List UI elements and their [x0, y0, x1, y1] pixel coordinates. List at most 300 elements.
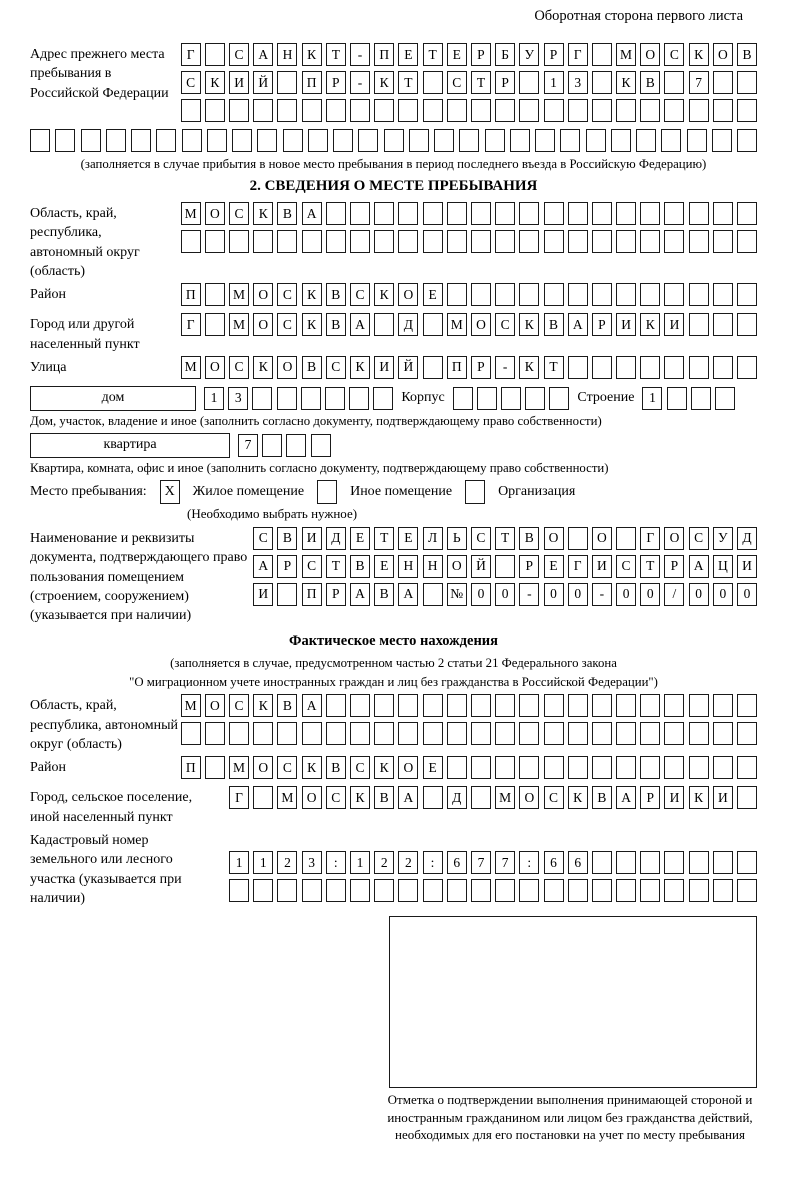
char-cell[interactable]: Ь — [447, 527, 467, 550]
char-cell[interactable] — [302, 99, 322, 122]
char-cell[interactable] — [326, 230, 346, 253]
char-cell[interactable] — [253, 99, 273, 122]
char-cell[interactable]: Е — [398, 43, 418, 66]
char-cell[interactable]: К — [374, 71, 394, 94]
char-cell[interactable] — [447, 230, 467, 253]
char-cell[interactable] — [664, 879, 684, 902]
char-cell[interactable] — [519, 283, 539, 306]
char-cell[interactable] — [398, 99, 418, 122]
char-cell[interactable]: К — [519, 356, 539, 379]
char-cell[interactable]: Т — [495, 527, 515, 550]
char-cell[interactable] — [350, 722, 370, 745]
char-cell[interactable] — [664, 230, 684, 253]
char-cell[interactable]: С — [229, 356, 249, 379]
char-cell[interactable]: Т — [471, 71, 491, 94]
char-cell[interactable] — [737, 230, 757, 253]
char-cell[interactable]: 2 — [398, 851, 418, 874]
char-cell[interactable]: П — [374, 43, 394, 66]
char-cell[interactable] — [229, 879, 249, 902]
char-cell[interactable] — [640, 356, 660, 379]
char-cell[interactable] — [398, 722, 418, 745]
char-cell[interactable]: Г — [568, 43, 588, 66]
char-cell[interactable]: К — [568, 786, 588, 809]
char-cell[interactable]: К — [374, 283, 394, 306]
char-cell[interactable] — [205, 283, 225, 306]
char-cell[interactable] — [423, 313, 443, 336]
char-cell[interactable]: В — [640, 71, 660, 94]
char-cell[interactable] — [447, 283, 467, 306]
char-cell[interactable] — [737, 356, 757, 379]
char-cell[interactable] — [485, 129, 505, 152]
char-cell[interactable]: М — [229, 283, 249, 306]
char-cell[interactable] — [737, 129, 757, 152]
char-cell[interactable]: Н — [398, 555, 418, 578]
char-cell[interactable]: Т — [326, 555, 346, 578]
char-cell[interactable] — [283, 129, 303, 152]
char-cell[interactable] — [661, 129, 681, 152]
char-cell[interactable] — [568, 527, 588, 550]
char-cell[interactable]: И — [253, 583, 273, 606]
char-cell[interactable]: Р — [326, 583, 346, 606]
char-cell[interactable]: Н — [423, 555, 443, 578]
char-cell[interactable] — [301, 387, 321, 410]
char-cell[interactable] — [459, 129, 479, 152]
char-cell[interactable] — [277, 879, 297, 902]
char-cell[interactable] — [302, 230, 322, 253]
char-cell[interactable] — [689, 694, 709, 717]
char-cell[interactable] — [384, 129, 404, 152]
char-cell[interactable]: С — [495, 313, 515, 336]
char-cell[interactable] — [253, 879, 273, 902]
char-cell[interactable]: С — [229, 694, 249, 717]
char-cell[interactable] — [453, 387, 473, 410]
char-cell[interactable]: И — [616, 313, 636, 336]
char-cell[interactable]: А — [398, 583, 418, 606]
char-cell[interactable] — [592, 43, 612, 66]
char-cell[interactable] — [350, 879, 370, 902]
char-cell[interactable] — [447, 99, 467, 122]
char-cell[interactable]: К — [350, 786, 370, 809]
char-cell[interactable] — [640, 879, 660, 902]
char-cell[interactable] — [398, 230, 418, 253]
char-cell[interactable]: О — [592, 527, 612, 550]
apartment-type-box[interactable]: квартира — [30, 433, 230, 458]
char-cell[interactable] — [640, 230, 660, 253]
char-cell[interactable]: М — [616, 43, 636, 66]
char-cell[interactable]: С — [326, 356, 346, 379]
char-cell[interactable] — [737, 99, 757, 122]
char-cell[interactable]: А — [616, 786, 636, 809]
char-cell[interactable] — [447, 879, 467, 902]
char-cell[interactable]: К — [302, 283, 322, 306]
char-cell[interactable]: С — [689, 527, 709, 550]
char-cell[interactable]: С — [277, 313, 297, 336]
char-cell[interactable] — [471, 786, 491, 809]
char-cell[interactable]: М — [277, 786, 297, 809]
char-cell[interactable]: П — [302, 583, 322, 606]
char-cell[interactable] — [568, 356, 588, 379]
char-cell[interactable]: О — [640, 43, 660, 66]
char-cell[interactable]: К — [640, 313, 660, 336]
char-cell[interactable] — [373, 387, 393, 410]
char-cell[interactable]: О — [398, 283, 418, 306]
char-cell[interactable] — [712, 129, 732, 152]
char-cell[interactable]: М — [181, 202, 201, 225]
char-cell[interactable]: О — [398, 756, 418, 779]
char-cell[interactable]: В — [737, 43, 757, 66]
char-cell[interactable]: С — [302, 555, 322, 578]
char-cell[interactable]: В — [592, 786, 612, 809]
char-cell[interactable] — [374, 722, 394, 745]
char-cell[interactable]: Т — [398, 71, 418, 94]
char-cell[interactable]: Й — [398, 356, 418, 379]
char-cell[interactable] — [592, 756, 612, 779]
char-cell[interactable] — [447, 756, 467, 779]
char-cell[interactable]: Г — [229, 786, 249, 809]
char-cell[interactable] — [713, 99, 733, 122]
char-cell[interactable] — [689, 230, 709, 253]
char-cell[interactable] — [568, 694, 588, 717]
char-cell[interactable]: С — [253, 527, 273, 550]
char-cell[interactable] — [616, 99, 636, 122]
char-cell[interactable]: М — [447, 313, 467, 336]
char-cell[interactable] — [106, 129, 126, 152]
char-cell[interactable]: Р — [640, 786, 660, 809]
char-cell[interactable]: С — [616, 555, 636, 578]
char-cell[interactable] — [495, 722, 515, 745]
char-cell[interactable] — [535, 129, 555, 152]
char-cell[interactable] — [737, 202, 757, 225]
char-cell[interactable] — [358, 129, 378, 152]
char-cell[interactable] — [333, 129, 353, 152]
char-cell[interactable] — [616, 356, 636, 379]
char-cell[interactable] — [664, 851, 684, 874]
char-cell[interactable]: С — [277, 283, 297, 306]
char-cell[interactable] — [519, 756, 539, 779]
char-cell[interactable]: Р — [326, 71, 346, 94]
char-cell[interactable]: К — [374, 756, 394, 779]
char-cell[interactable] — [423, 722, 443, 745]
char-cell[interactable]: В — [277, 694, 297, 717]
char-cell[interactable]: К — [253, 694, 273, 717]
char-cell[interactable] — [611, 129, 631, 152]
char-cell[interactable]: 1 — [253, 851, 273, 874]
char-cell[interactable]: О — [544, 527, 564, 550]
char-cell[interactable]: : — [423, 851, 443, 874]
char-cell[interactable]: А — [253, 555, 273, 578]
char-cell[interactable]: И — [737, 555, 757, 578]
char-cell[interactable]: К — [302, 313, 322, 336]
char-cell[interactable]: Т — [640, 555, 660, 578]
char-cell[interactable] — [640, 722, 660, 745]
char-cell[interactable] — [689, 722, 709, 745]
char-cell[interactable] — [664, 356, 684, 379]
char-cell[interactable] — [156, 129, 176, 152]
char-cell[interactable] — [471, 202, 491, 225]
char-cell[interactable]: С — [447, 71, 467, 94]
char-cell[interactable] — [568, 879, 588, 902]
char-cell[interactable] — [181, 230, 201, 253]
char-cell[interactable] — [568, 99, 588, 122]
char-cell[interactable] — [664, 722, 684, 745]
char-cell[interactable] — [277, 230, 297, 253]
char-cell[interactable] — [181, 722, 201, 745]
char-cell[interactable]: И — [664, 313, 684, 336]
char-cell[interactable] — [302, 879, 322, 902]
char-cell[interactable]: Р — [544, 43, 564, 66]
char-cell[interactable]: В — [544, 313, 564, 336]
char-cell[interactable]: 1 — [642, 387, 662, 410]
char-cell[interactable] — [616, 756, 636, 779]
char-cell[interactable]: М — [181, 356, 201, 379]
char-cell[interactable]: О — [471, 313, 491, 336]
char-cell[interactable]: И — [302, 527, 322, 550]
char-cell[interactable]: 0 — [471, 583, 491, 606]
char-cell[interactable] — [423, 879, 443, 902]
char-cell[interactable] — [737, 283, 757, 306]
char-cell[interactable] — [519, 71, 539, 94]
char-cell[interactable] — [586, 129, 606, 152]
char-cell[interactable] — [640, 283, 660, 306]
char-cell[interactable] — [207, 129, 227, 152]
char-cell[interactable]: В — [519, 527, 539, 550]
char-cell[interactable]: 7 — [689, 71, 709, 94]
char-cell[interactable]: Б — [495, 43, 515, 66]
char-cell[interactable] — [205, 43, 225, 66]
char-cell[interactable] — [592, 230, 612, 253]
char-cell[interactable] — [592, 71, 612, 94]
char-cell[interactable]: В — [350, 555, 370, 578]
char-cell[interactable]: С — [544, 786, 564, 809]
char-cell[interactable] — [737, 694, 757, 717]
char-cell[interactable] — [447, 202, 467, 225]
char-cell[interactable] — [640, 99, 660, 122]
char-cell[interactable] — [55, 129, 75, 152]
char-cell[interactable] — [326, 722, 346, 745]
char-cell[interactable] — [471, 879, 491, 902]
char-cell[interactable] — [715, 387, 735, 410]
char-cell[interactable] — [687, 129, 707, 152]
char-cell[interactable]: П — [302, 71, 322, 94]
char-cell[interactable]: К — [689, 786, 709, 809]
char-cell[interactable]: - — [350, 43, 370, 66]
char-cell[interactable] — [232, 129, 252, 152]
char-cell[interactable] — [398, 879, 418, 902]
char-cell[interactable] — [131, 129, 151, 152]
char-cell[interactable]: Т — [423, 43, 443, 66]
char-cell[interactable] — [713, 230, 733, 253]
char-cell[interactable]: 3 — [302, 851, 322, 874]
char-cell[interactable] — [447, 694, 467, 717]
house-type-box[interactable]: дом — [30, 386, 196, 411]
char-cell[interactable] — [471, 283, 491, 306]
char-cell[interactable] — [182, 129, 202, 152]
char-cell[interactable]: Е — [374, 555, 394, 578]
char-cell[interactable] — [253, 230, 273, 253]
char-cell[interactable] — [549, 387, 569, 410]
char-cell[interactable]: К — [302, 43, 322, 66]
char-cell[interactable] — [689, 356, 709, 379]
char-cell[interactable]: О — [253, 313, 273, 336]
char-cell[interactable]: О — [205, 356, 225, 379]
char-cell[interactable]: М — [495, 786, 515, 809]
char-cell[interactable]: Т — [374, 527, 394, 550]
char-cell[interactable] — [616, 230, 636, 253]
char-cell[interactable]: Г — [181, 43, 201, 66]
char-cell[interactable]: Н — [277, 43, 297, 66]
char-cell[interactable]: Д — [326, 527, 346, 550]
char-cell[interactable]: А — [253, 43, 273, 66]
char-cell[interactable] — [510, 129, 530, 152]
char-cell[interactable] — [326, 694, 346, 717]
char-cell[interactable] — [229, 230, 249, 253]
char-cell[interactable] — [447, 722, 467, 745]
char-cell[interactable] — [302, 722, 322, 745]
char-cell[interactable]: А — [302, 202, 322, 225]
char-cell[interactable]: С — [326, 786, 346, 809]
char-cell[interactable] — [519, 230, 539, 253]
char-cell[interactable] — [713, 283, 733, 306]
char-cell[interactable] — [664, 283, 684, 306]
char-cell[interactable]: К — [616, 71, 636, 94]
char-cell[interactable] — [495, 555, 515, 578]
organization-checkbox[interactable] — [465, 480, 485, 504]
char-cell[interactable]: И — [374, 356, 394, 379]
char-cell[interactable] — [495, 99, 515, 122]
char-cell[interactable]: 2 — [374, 851, 394, 874]
char-cell[interactable]: Т — [544, 356, 564, 379]
char-cell[interactable] — [519, 202, 539, 225]
char-cell[interactable]: У — [519, 43, 539, 66]
char-cell[interactable] — [423, 230, 443, 253]
char-cell[interactable]: Е — [423, 756, 443, 779]
char-cell[interactable] — [398, 694, 418, 717]
char-cell[interactable] — [592, 356, 612, 379]
char-cell[interactable]: 3 — [568, 71, 588, 94]
char-cell[interactable] — [229, 99, 249, 122]
char-cell[interactable] — [495, 756, 515, 779]
residential-checkbox[interactable]: X — [160, 480, 180, 504]
char-cell[interactable] — [277, 722, 297, 745]
char-cell[interactable]: Р — [495, 71, 515, 94]
char-cell[interactable]: П — [447, 356, 467, 379]
char-cell[interactable]: 7 — [471, 851, 491, 874]
char-cell[interactable]: П — [181, 756, 201, 779]
char-cell[interactable] — [560, 129, 580, 152]
char-cell[interactable] — [262, 434, 282, 457]
char-cell[interactable] — [592, 694, 612, 717]
char-cell[interactable] — [737, 722, 757, 745]
char-cell[interactable]: С — [277, 756, 297, 779]
char-cell[interactable]: К — [350, 356, 370, 379]
char-cell[interactable] — [713, 71, 733, 94]
char-cell[interactable] — [544, 722, 564, 745]
char-cell[interactable]: - — [495, 356, 515, 379]
char-cell[interactable]: Т — [326, 43, 346, 66]
char-cell[interactable]: М — [229, 313, 249, 336]
char-cell[interactable] — [544, 202, 564, 225]
char-cell[interactable]: / — [664, 583, 684, 606]
char-cell[interactable]: Р — [664, 555, 684, 578]
char-cell[interactable]: Е — [447, 43, 467, 66]
char-cell[interactable] — [616, 879, 636, 902]
char-cell[interactable] — [544, 756, 564, 779]
char-cell[interactable]: - — [592, 583, 612, 606]
char-cell[interactable] — [205, 756, 225, 779]
char-cell[interactable] — [374, 313, 394, 336]
char-cell[interactable] — [691, 387, 711, 410]
char-cell[interactable] — [374, 202, 394, 225]
char-cell[interactable]: В — [277, 527, 297, 550]
char-cell[interactable]: К — [302, 756, 322, 779]
char-cell[interactable]: Ц — [713, 555, 733, 578]
char-cell[interactable]: Р — [471, 356, 491, 379]
char-cell[interactable] — [713, 879, 733, 902]
char-cell[interactable] — [350, 202, 370, 225]
char-cell[interactable]: Л — [423, 527, 443, 550]
char-cell[interactable]: Д — [737, 527, 757, 550]
char-cell[interactable]: Е — [544, 555, 564, 578]
char-cell[interactable]: Р — [519, 555, 539, 578]
char-cell[interactable] — [689, 283, 709, 306]
char-cell[interactable] — [229, 722, 249, 745]
char-cell[interactable] — [568, 722, 588, 745]
char-cell[interactable] — [713, 851, 733, 874]
char-cell[interactable]: : — [326, 851, 346, 874]
char-cell[interactable]: Е — [423, 283, 443, 306]
char-cell[interactable]: В — [374, 583, 394, 606]
char-cell[interactable] — [495, 230, 515, 253]
char-cell[interactable]: П — [181, 283, 201, 306]
char-cell[interactable]: К — [253, 202, 273, 225]
char-cell[interactable] — [277, 387, 297, 410]
char-cell[interactable]: О — [302, 786, 322, 809]
char-cell[interactable] — [81, 129, 101, 152]
char-cell[interactable]: Д — [447, 786, 467, 809]
char-cell[interactable] — [252, 387, 272, 410]
char-cell[interactable] — [477, 387, 497, 410]
char-cell[interactable] — [495, 694, 515, 717]
char-cell[interactable] — [326, 99, 346, 122]
char-cell[interactable] — [737, 71, 757, 94]
char-cell[interactable]: О — [447, 555, 467, 578]
char-cell[interactable]: 0 — [544, 583, 564, 606]
char-cell[interactable] — [277, 583, 297, 606]
char-cell[interactable] — [519, 722, 539, 745]
char-cell[interactable]: 6 — [568, 851, 588, 874]
char-cell[interactable]: А — [350, 313, 370, 336]
char-cell[interactable]: О — [253, 756, 273, 779]
char-cell[interactable] — [519, 879, 539, 902]
char-cell[interactable]: А — [302, 694, 322, 717]
char-cell[interactable]: О — [519, 786, 539, 809]
char-cell[interactable] — [737, 756, 757, 779]
char-cell[interactable] — [616, 527, 636, 550]
char-cell[interactable] — [205, 313, 225, 336]
char-cell[interactable]: В — [277, 202, 297, 225]
char-cell[interactable] — [689, 99, 709, 122]
char-cell[interactable] — [495, 879, 515, 902]
char-cell[interactable] — [737, 851, 757, 874]
char-cell[interactable] — [616, 851, 636, 874]
char-cell[interactable] — [374, 879, 394, 902]
char-cell[interactable]: К — [519, 313, 539, 336]
char-cell[interactable]: - — [350, 71, 370, 94]
char-cell[interactable]: Р — [277, 555, 297, 578]
char-cell[interactable]: 1 — [204, 387, 224, 410]
char-cell[interactable]: Й — [471, 555, 491, 578]
char-cell[interactable] — [664, 99, 684, 122]
